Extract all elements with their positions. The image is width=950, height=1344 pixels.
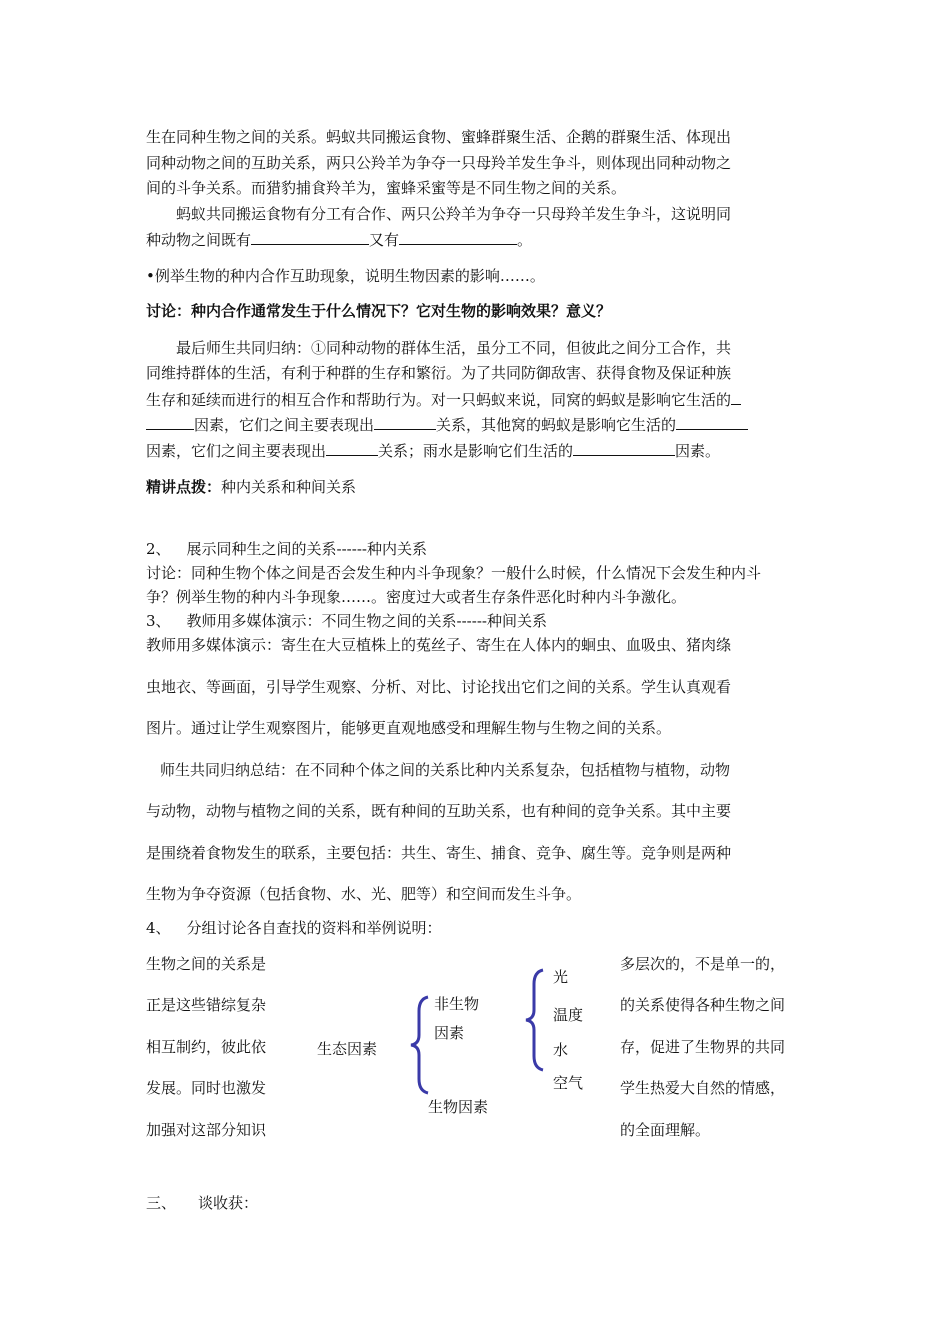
left-column-line: 生物之间的关系是	[146, 955, 267, 973]
right-column-line: 存，促进了生物界的共同	[620, 1038, 786, 1056]
answer-blank[interactable]	[676, 413, 748, 430]
fill-blank-line	[146, 413, 748, 436]
left-column-line: 发展。同时也激发	[146, 1079, 267, 1097]
left-column-line: 加强对这部分知识	[146, 1121, 267, 1139]
text-segment: 。	[517, 231, 533, 249]
item-text: 分组讨论各自查找的资料和举例说明：	[186, 919, 442, 937]
paragraph-line: 争？例举生物的种内斗争现象……。密度过大或者生存条件恶化时种内斗争激化。	[146, 588, 687, 606]
answer-blank[interactable]	[374, 413, 436, 430]
paragraph-line: 同维持群体的生活，有利于种群的生存和繁衍。为了共同防御敌害、获得食物及保证种族	[146, 364, 732, 382]
diagram-root-ecological-factors: 生态因素	[317, 1040, 378, 1058]
diagram-factor-water: 水	[553, 1041, 569, 1059]
answer-blank[interactable]	[251, 228, 369, 245]
answer-blank[interactable]	[573, 439, 675, 456]
text-segment: 关系，其他窝的蚂蚁是影响它生活的	[436, 416, 677, 434]
fill-blank-line	[146, 388, 741, 411]
paragraph-line: 是围绕着食物发生的联系，主要包括：共生、寄生、捕食、竞争、腐生等。竞争则是两种	[146, 844, 732, 862]
text-segment: 关系；雨水是影响它们生活的	[378, 442, 574, 460]
item-text: 教师用多媒体演示：不同生物之间的关系------种间关系	[186, 612, 547, 630]
numbered-item	[146, 917, 442, 939]
diagram-abiotic-factor: 非生物	[434, 995, 480, 1013]
item-number: 3、	[146, 612, 171, 630]
brace-icon	[524, 968, 546, 1072]
diagram-biotic-factor: 生物因素	[428, 1098, 489, 1116]
section-number: 三、	[146, 1194, 177, 1212]
paragraph-line: 虫地衣、等画面，引导学生观察、分析、对比、讨论找出它们之间的关系。学生认真观看	[146, 678, 732, 696]
text-segment: 因素，它们之间主要表现出	[194, 416, 375, 434]
paragraph-line: 生物为争夺资源（包括食物、水、光、肥等）和空间而发生斗争。	[146, 885, 582, 903]
paragraph-line: 蚂蚁共同搬运食物有分工有合作、两只公羚羊为争夺一只母羚羊发生争斗，这说明同	[176, 205, 732, 223]
paragraph-line: 图片。通过让学生观察图片，能够更直观地感受和理解生物与生物之间的关系。	[146, 719, 672, 737]
text-segment: 种动物之间既有	[146, 231, 252, 249]
text-segment: 又有	[369, 231, 400, 249]
numbered-item	[146, 610, 547, 632]
key-point-label: 精讲点拨：	[146, 478, 222, 496]
paragraph-line: 同种动物之间的互助关系，两只公羚羊为争夺一只母羚羊发生争斗，则体现出同种动物之	[146, 154, 732, 172]
section-heading	[146, 1192, 258, 1214]
right-column-line: 多层次的，不是单一的，	[620, 955, 786, 973]
paragraph-line: 教师用多媒体演示：寄生在大豆植株上的菟丝子、寄生在人体内的蛔虫、血吸虫、猪肉绦	[146, 636, 732, 654]
left-column-line: 正是这些错综复杂	[146, 996, 267, 1014]
section-title: 谈收获：	[198, 1194, 259, 1212]
paragraph-line: 生在同种生物之间的关系。蚂蚁共同搬运食物、蜜蜂群聚生活、企鹅的群聚生活、体现出	[146, 128, 732, 146]
answer-blank[interactable]	[399, 228, 517, 245]
paragraph-line: 讨论：同种生物个体之间是否会发生种内斗争现象？一般什么时候，什么情况下会发生种内斗	[146, 564, 762, 582]
bullet-item: •例举生物的种内合作互助现象，说明生物因素的影响……。	[146, 267, 545, 285]
diagram-abiotic-factor: 因素	[434, 1024, 465, 1042]
answer-blank[interactable]	[146, 413, 194, 430]
answer-blank[interactable]	[326, 439, 378, 456]
fill-blank-line	[146, 439, 720, 462]
brace-icon	[408, 995, 432, 1095]
paragraph-line: 最后师生共同归纳：①同种动物的群体生活，虽分工不同，但彼此之间分工合作，共	[176, 339, 732, 357]
key-point-text: 种内关系和种间关系	[221, 478, 357, 496]
text-segment: 因素。	[675, 442, 721, 460]
paragraph-line: 师生共同归纳总结：在不同种个体之间的关系比种内关系复杂，包括植物与植物，动物	[160, 761, 731, 779]
diagram-factor-air: 空气	[553, 1074, 584, 1092]
left-column-line: 相互制约，彼此依	[146, 1038, 267, 1056]
diagram-factor-temperature: 温度	[553, 1006, 584, 1024]
discussion-heading: 讨论：种内合作通常发生于什么情况下？它对生物的影响效果？意义？	[146, 302, 612, 320]
paragraph-line: 与动物，动物与植物之间的关系，既有种间的互助关系，也有种间的竞争关系。其中主要	[146, 802, 732, 820]
key-point	[146, 476, 356, 498]
text-segment: 生存和延续而进行的相互合作和帮助行为。对一只蚂蚁来说，同窝的蚂蚁是影响它生活的	[146, 391, 732, 409]
diagram-factor-light: 光	[553, 968, 569, 986]
right-column-line: 的关系使得各种生物之间	[620, 996, 786, 1014]
fill-blank-line	[146, 228, 532, 251]
item-number: 2、	[146, 540, 171, 558]
text-segment: 因素，它们之间主要表现出	[146, 442, 327, 460]
paragraph-line: 间的斗争关系。而猎豹捕食羚羊为，蜜蜂采蜜等是不同生物之间的关系。	[146, 179, 627, 197]
right-column-line: 学生热爱大自然的情感，	[620, 1079, 786, 1097]
item-number: 4、	[146, 919, 171, 937]
item-text: 展示同种生之间的关系------种内关系	[186, 540, 427, 558]
numbered-item	[146, 538, 427, 560]
answer-blank[interactable]	[731, 388, 741, 405]
right-column-line: 的全面理解。	[620, 1121, 711, 1139]
